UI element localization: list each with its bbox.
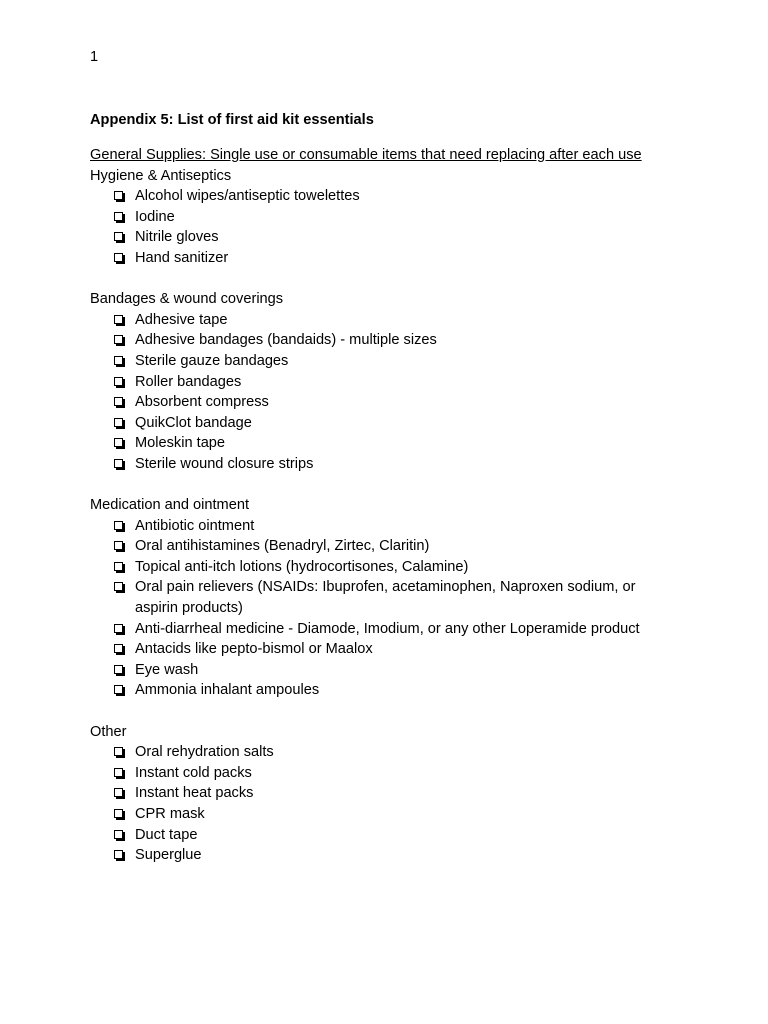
checklist-item xyxy=(90,536,675,557)
checkbox-icon[interactable] xyxy=(114,665,123,674)
checkbox-icon[interactable] xyxy=(114,788,123,797)
checkbox-icon[interactable] xyxy=(114,232,123,241)
checklist-item-label: Eye wash xyxy=(135,661,199,678)
checklist-item xyxy=(90,227,675,248)
section-spacer xyxy=(90,701,690,722)
checkbox-icon[interactable] xyxy=(114,438,123,447)
checkbox-icon[interactable] xyxy=(114,747,123,756)
checkbox-icon[interactable] xyxy=(114,377,123,386)
page-title: Appendix 5: List of first aid kit essentials xyxy=(90,112,374,128)
checklist-item-label: QuikClot bandage xyxy=(135,414,252,431)
checklist-item xyxy=(90,186,675,207)
page-number: 1 xyxy=(90,49,99,65)
checkbox-icon[interactable] xyxy=(114,562,123,571)
section-spacer xyxy=(90,475,690,496)
checklist-item xyxy=(90,783,675,804)
checklist-item xyxy=(90,454,675,475)
checklist-item-label: Duct tape xyxy=(135,826,198,843)
checklist-item-label: Iodine xyxy=(135,208,175,225)
checklist xyxy=(90,310,690,475)
checklist-item-label: Sterile wound closure strips xyxy=(135,455,314,472)
checklist-item xyxy=(90,433,675,454)
checkbox-icon[interactable] xyxy=(114,335,123,344)
checklist-item xyxy=(90,557,675,578)
checklist-item-label: Sterile gauze bandages xyxy=(135,352,289,369)
checklist-section xyxy=(90,289,690,474)
checklist-item-label: Alcohol wipes/antiseptic towelettes xyxy=(135,188,360,205)
checkbox-icon[interactable] xyxy=(114,315,123,324)
checklist-item xyxy=(90,413,675,434)
page-subtitle: General Supplies: Single use or consumable items that need replacing after each use xyxy=(90,147,642,163)
checklist-item-label: Adhesive tape xyxy=(135,311,228,328)
checklist xyxy=(90,742,690,866)
checklist-item xyxy=(90,639,675,660)
checklist-item-label: Topical anti-itch lotions (hydrocortisones, Calamine) xyxy=(135,558,469,575)
checkbox-icon[interactable] xyxy=(114,830,123,839)
checklist-item-label: Hand sanitizer xyxy=(135,249,229,266)
checklist-item-label: Anti-diarrheal medicine - Diamode, Imodium, or any other Loperamide product xyxy=(135,620,640,637)
checklist-item xyxy=(90,207,675,228)
checklist-item xyxy=(90,516,675,537)
checklist-item xyxy=(90,660,675,681)
checkbox-icon[interactable] xyxy=(114,418,123,427)
checklist-item xyxy=(90,825,675,846)
checkbox-icon[interactable] xyxy=(114,541,123,550)
checklist-item-label: Oral antihistamines (Benadryl, Zirtec, Claritin) xyxy=(135,538,430,555)
checklist-item xyxy=(90,372,675,393)
checklist-item xyxy=(90,680,675,701)
checklist-item xyxy=(90,310,675,331)
checklist-item-label: Adhesive bandages (bandaids) - multiple sizes xyxy=(135,332,437,349)
sections-container xyxy=(90,166,690,866)
document-body xyxy=(90,110,690,866)
checkbox-icon[interactable] xyxy=(114,356,123,365)
checklist-item-label: Instant heat packs xyxy=(135,785,254,802)
checklist-item xyxy=(90,392,675,413)
section-spacer xyxy=(90,269,690,290)
checklist-item-label: Nitrile gloves xyxy=(135,229,219,246)
checkbox-icon[interactable] xyxy=(114,624,123,633)
checkbox-icon[interactable] xyxy=(114,191,123,200)
section-heading: Bandages & wound coverings xyxy=(90,291,284,308)
checklist-item-label: Moleskin tape xyxy=(135,435,226,452)
checklist-item xyxy=(90,804,675,825)
checklist-item-label: Oral pain relievers (NSAIDs: Ibuprofen, acetaminophen, Naproxen sodium, or aspirin products) xyxy=(135,579,636,617)
checkbox-icon[interactable] xyxy=(114,809,123,818)
checklist xyxy=(90,516,690,701)
checklist-item-label: Absorbent compress xyxy=(135,394,269,411)
checkbox-icon[interactable] xyxy=(114,644,123,653)
checklist-item xyxy=(90,248,675,269)
checklist-item xyxy=(90,577,675,618)
checkbox-icon[interactable] xyxy=(114,459,123,468)
checkbox-icon[interactable] xyxy=(114,768,123,777)
checkbox-icon[interactable] xyxy=(114,212,123,221)
checklist-item xyxy=(90,330,675,351)
checklist-section xyxy=(90,722,690,866)
checkbox-icon[interactable] xyxy=(114,850,123,859)
checklist-item-label: Oral rehydration salts xyxy=(135,744,274,761)
checkbox-icon[interactable] xyxy=(114,253,123,262)
checkbox-icon[interactable] xyxy=(114,685,123,694)
section-heading: Other xyxy=(90,723,127,740)
checklist-item xyxy=(90,351,675,372)
checklist-item-label: Antacids like pepto-bismol or Maalox xyxy=(135,641,373,658)
checklist-item xyxy=(90,845,675,866)
checklist-item-label: Instant cold packs xyxy=(135,764,252,781)
checkbox-icon[interactable] xyxy=(114,397,123,406)
checklist-item-label: CPR mask xyxy=(135,806,205,822)
section-heading: Hygiene & Antiseptics xyxy=(90,167,232,184)
checklist-section xyxy=(90,495,690,701)
checklist-item xyxy=(90,619,675,640)
checklist-item-label: Antibiotic ointment xyxy=(135,517,255,534)
checklist xyxy=(90,186,690,268)
checkbox-icon[interactable] xyxy=(114,582,123,591)
checklist-item-label: Roller bandages xyxy=(135,373,242,390)
checklist-item-label: Ammonia inhalant ampoules xyxy=(135,682,320,699)
checklist-item xyxy=(90,742,675,763)
section-heading: Medication and ointment xyxy=(90,497,250,514)
checklist-item xyxy=(90,763,675,784)
checkbox-icon[interactable] xyxy=(114,521,123,530)
checklist-section xyxy=(90,166,690,269)
checklist-item-label: Superglue xyxy=(135,847,202,864)
